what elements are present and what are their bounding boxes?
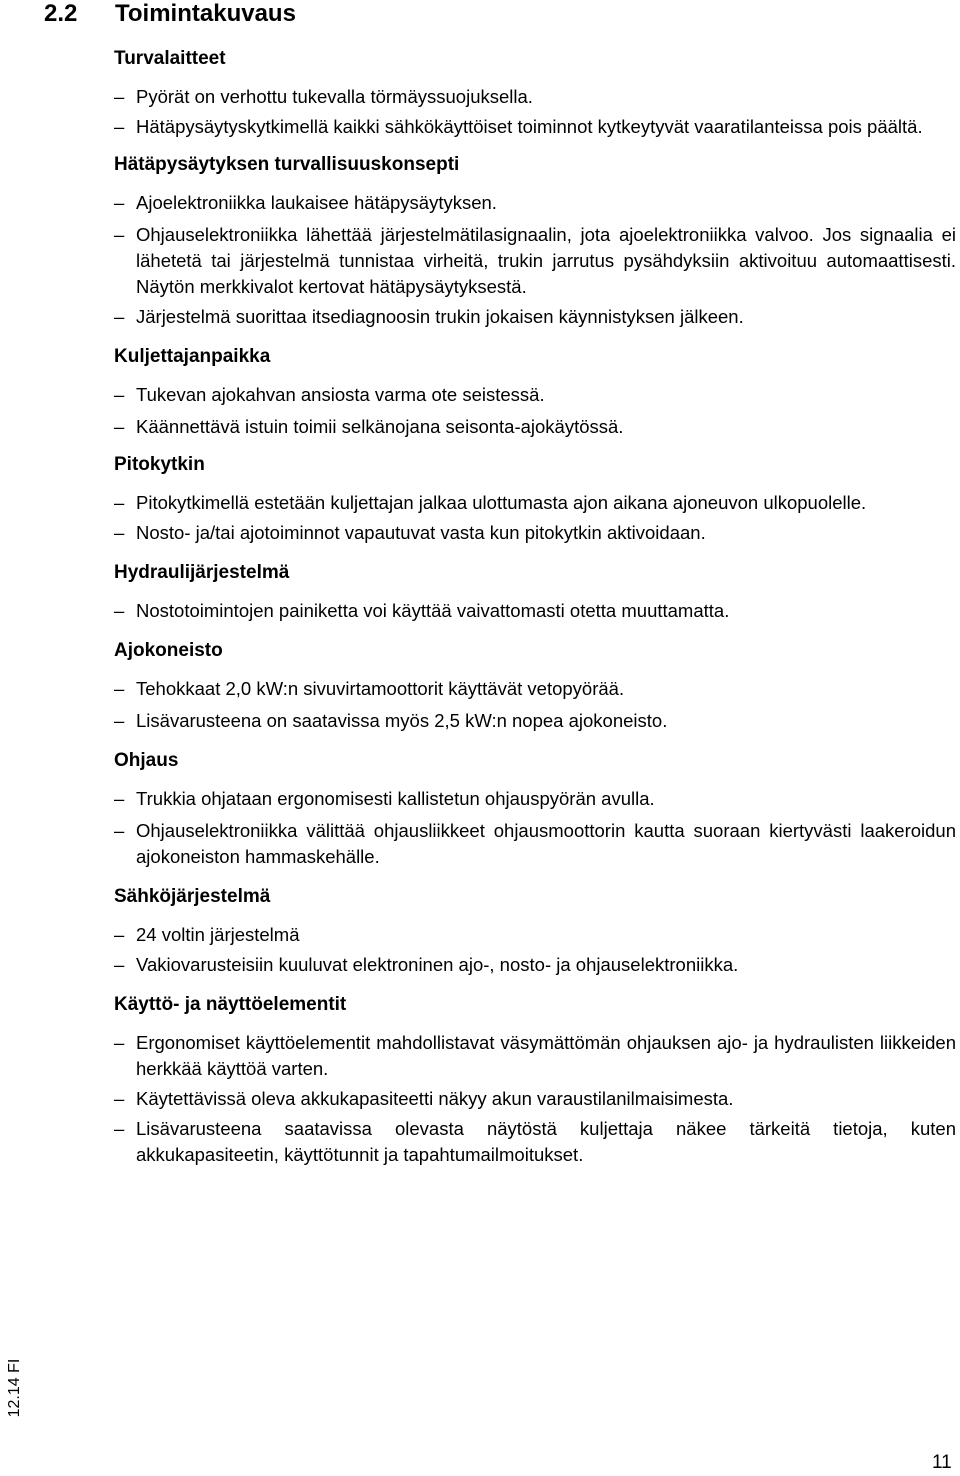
list-item [114, 414, 956, 440]
list-item [114, 382, 956, 408]
subsection-heading: Kuljettajanpaikka [114, 346, 271, 367]
dash-bullet: – [114, 954, 125, 975]
dash-bullet: – [114, 1088, 125, 1109]
dash-bullet: – [114, 384, 125, 405]
dash-bullet: – [114, 1118, 125, 1139]
section-ajokoneisto [114, 638, 956, 734]
list-item [114, 922, 956, 948]
subsection-heading: Hätäpysäytyksen turvallisuuskonsepti [114, 154, 460, 175]
list-item [114, 818, 956, 870]
section-number: 2.2 [44, 0, 78, 27]
list-item-text: Lisävarusteena saatavissa olevasta näytöstä kuljettaja näkee tärkeitä tietoja, kuten akkukapasiteetin, käyttötunnit ja tapahtumailmoitukset. [136, 1118, 956, 1165]
subsection-heading: Ajokoneisto [114, 640, 223, 661]
list-item [114, 1116, 956, 1168]
bullet-list [114, 190, 956, 330]
document-content [114, 46, 956, 1168]
list-item-text: Nostotoimintojen painiketta voi käyttää vaivattomasti otetta muuttamatta. [136, 600, 730, 621]
section-kuljettajanpaikka [114, 344, 956, 440]
list-item-text: Käytettävissä oleva akkukapasiteetti näkyy akun varaustilanilmaisimesta. [136, 1088, 734, 1109]
list-item-text: Ohjauselektroniikka lähettää järjestelmätilasignaalin, jota ajoelektroniikka valvoo. Jos signaalia ei lähetetä tai järjestelmä tunnistaa virheitä, trukin jarrutus pysähdyksiin aktivoituu automaattisesti. Näytön merkkivalot kertovat hätäpysäytyksestä. [136, 224, 956, 297]
edition-footer [0, 1355, 30, 1425]
page-heading [44, 0, 296, 28]
list-item-text: Hätäpysäytyskytkimellä kaikki sähkökäyttöiset toiminnot kytkeytyvät vaaratilanteissa pois päältä. [136, 116, 923, 137]
dash-bullet: – [114, 710, 125, 731]
section-sahkojarjestelma [114, 884, 956, 978]
subsection-heading: Pitokytkin [114, 454, 205, 475]
list-item [114, 676, 956, 702]
dash-bullet: – [114, 116, 125, 137]
list-item [114, 304, 956, 330]
list-item [114, 222, 956, 300]
dash-bullet: – [114, 788, 125, 809]
list-item [114, 114, 956, 140]
list-item-text: Ergonomiset käyttöelementit mahdollistavat väsymättömän ohjauksen ajo- ja hydraulisten liikkeiden herkkää käyttöä varten. [136, 1032, 956, 1079]
list-item-text: Ajoelektroniikka laukaisee hätäpysäytyksen. [136, 192, 497, 213]
page-number: 11 [932, 1452, 952, 1473]
list-item-text: Pitokytkimellä estetään kuljettajan jalkaa ulottumasta ajon aikana ajoneuvon ulkopuolelle. [136, 492, 867, 513]
bullet-list [114, 1030, 956, 1168]
subsection-heading: Ohjaus [114, 750, 179, 771]
dash-bullet: – [114, 522, 125, 543]
section-hydraulijarjestelma [114, 560, 956, 624]
bullet-list [114, 676, 956, 734]
list-item-text: Vakiovarusteisiin kuuluvat elektroninen ajo-, nosto- ja ohjauselektroniikka. [136, 954, 739, 975]
bullet-list [114, 922, 956, 978]
dash-bullet: – [114, 492, 125, 513]
list-item [114, 598, 956, 624]
list-item [114, 708, 956, 734]
list-item-text: Tukevan ajokahvan ansiosta varma ote seistessä. [136, 384, 545, 405]
list-item [114, 520, 956, 546]
bullet-list [114, 382, 956, 440]
list-item-text: Järjestelmä suorittaa itsediagnoosin trukin jokaisen käynnistyksen jälkeen. [136, 306, 744, 327]
dash-bullet: – [114, 600, 125, 621]
bullet-list [114, 490, 956, 546]
bullet-list [114, 84, 956, 140]
subsection-heading: Hydraulijärjestelmä [114, 562, 290, 583]
dash-bullet: – [114, 192, 125, 213]
list-item-text: 24 voltin järjestelmä [136, 924, 300, 945]
bullet-list [114, 786, 956, 870]
dash-bullet: – [114, 678, 125, 699]
list-item [114, 952, 956, 978]
list-item-text: Trukkia ohjataan ergonomisesti kallistetun ohjauspyörän avulla. [136, 788, 655, 809]
list-item [114, 490, 956, 516]
dash-bullet: – [114, 416, 125, 437]
list-item-text: Käännettävä istuin toimii selkänojana seisonta-ajokäytössä. [136, 416, 624, 437]
section-hatapysaytys [114, 152, 956, 330]
edition-label: 12.14 FI [6, 1358, 23, 1418]
section-ohjaus [114, 748, 956, 870]
list-item-text: Ohjauselektroniikka välittää ohjausliikkeet ohjausmoottorin kautta suoraan kiertyvästi laakeroidun ajokoneiston hammaskehälle. [136, 820, 956, 867]
bullet-list [114, 598, 956, 624]
dash-bullet: – [114, 820, 125, 841]
subsection-heading: Sähköjärjestelmä [114, 886, 271, 907]
dash-bullet: – [114, 306, 125, 327]
list-item [114, 190, 956, 216]
list-item [114, 84, 956, 110]
subsection-heading: Käyttö- ja näyttöelementit [114, 994, 347, 1015]
dash-bullet: – [114, 924, 125, 945]
section-pitokytkin [114, 452, 956, 546]
list-item [114, 786, 956, 812]
subsection-heading: Turvalaitteet [114, 48, 226, 69]
list-item-text: Pyörät on verhottu tukevalla törmäyssuojuksella. [136, 86, 533, 107]
list-item-text: Lisävarusteena on saatavissa myös 2,5 kW:n nopea ajokoneisto. [136, 710, 668, 731]
list-item-text: Tehokkaat 2,0 kW:n sivuvirtamoottorit käyttävät vetopyörää. [136, 678, 625, 699]
list-item-text: Nosto- ja/tai ajotoiminnot vapautuvat vasta kun pitokytkin aktivoidaan. [136, 522, 706, 543]
dash-bullet: – [114, 86, 125, 107]
section-turvalaitteet [114, 46, 956, 140]
dash-bullet: – [114, 1032, 125, 1053]
list-item [114, 1086, 956, 1112]
list-item [114, 1030, 956, 1082]
section-title: Toimintakuvaus [115, 0, 296, 27]
section-kayttoelementit [114, 992, 956, 1168]
dash-bullet: – [114, 224, 125, 245]
